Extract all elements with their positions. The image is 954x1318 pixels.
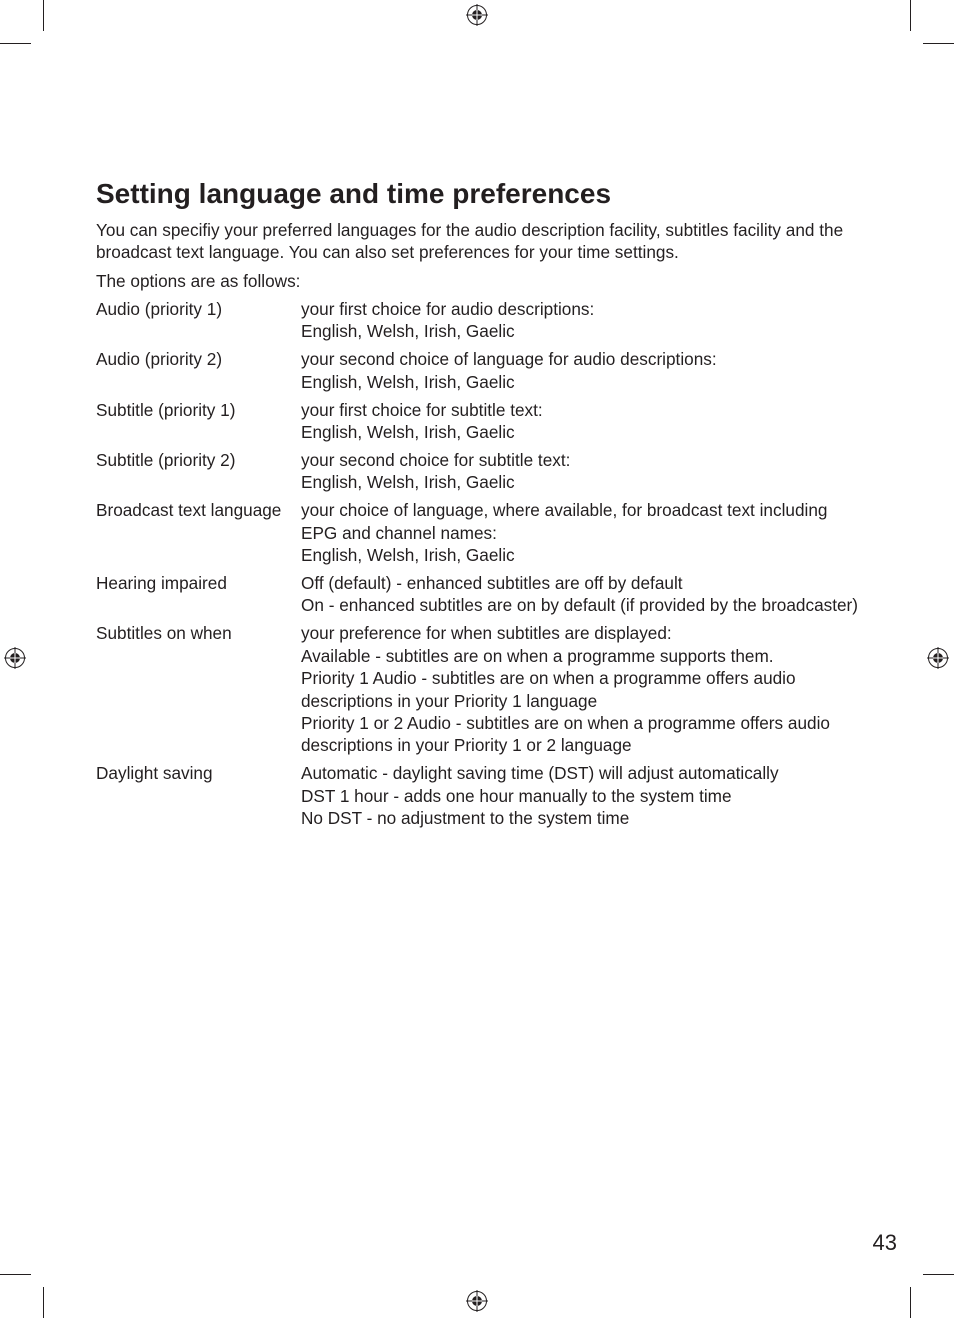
option-description-line: No DST - no adjustment to the system time bbox=[301, 808, 630, 829]
option-label: Subtitle (priority 1) bbox=[96, 399, 236, 420]
option-description bbox=[301, 499, 866, 566]
option-description-line: Priority 1 Audio - subtitles are on when a programme offers audio descriptions in your Priority 1 language bbox=[301, 668, 796, 711]
crop-mark-top-right-v bbox=[910, 0, 911, 31]
option-label: Hearing impaired bbox=[96, 572, 227, 593]
crop-mark-top-right-h bbox=[923, 43, 954, 44]
option-label: Subtitle (priority 2) bbox=[96, 449, 236, 470]
registration-mark-left-icon bbox=[4, 647, 26, 669]
option-description-line: your second choice of language for audio descriptions: bbox=[301, 349, 717, 370]
option-row-subtitle-priority-1 bbox=[96, 399, 866, 444]
option-description-line: English, Welsh, Irish, Gaelic bbox=[301, 545, 515, 566]
option-description-line: your first choice for subtitle text: bbox=[301, 399, 543, 420]
options-table bbox=[96, 298, 866, 835]
crop-mark-bottom-right-h bbox=[923, 1274, 954, 1275]
option-row-daylight-saving bbox=[96, 762, 866, 829]
crop-mark-bottom-right-v bbox=[910, 1287, 911, 1318]
option-row-subtitle-priority-2 bbox=[96, 449, 866, 494]
option-description bbox=[301, 399, 866, 444]
crop-mark-top-left-v bbox=[43, 0, 44, 31]
registration-mark-top-icon bbox=[466, 4, 488, 26]
crop-mark-bottom-left-v bbox=[43, 1287, 44, 1318]
option-description-line: English, Welsh, Irish, Gaelic bbox=[301, 321, 515, 342]
option-description-line: Available - subtitles are on when a programme supports them. bbox=[301, 645, 774, 666]
option-description-line: On - enhanced subtitles are on by default (if provided by the broadcaster) bbox=[301, 595, 859, 616]
option-description bbox=[301, 622, 866, 756]
option-label: Subtitles on when bbox=[96, 623, 232, 644]
option-label: Broadcast text language bbox=[96, 500, 282, 521]
option-description-line: Priority 1 or 2 Audio - subtitles are on when a programme offers audio descriptions in your Priority 1 or 2 language bbox=[301, 712, 830, 756]
crop-mark-bottom-left-h bbox=[0, 1274, 31, 1275]
option-description-line: your first choice for audio descriptions: bbox=[301, 299, 595, 319]
option-description bbox=[301, 298, 866, 343]
option-description-line: English, Welsh, Irish, Gaelic bbox=[301, 422, 515, 443]
option-description-line: your second choice for subtitle text: bbox=[301, 449, 571, 470]
option-row-subtitles-on-when bbox=[96, 622, 866, 756]
option-description bbox=[301, 449, 866, 494]
options-lead: The options are as follows: bbox=[96, 271, 301, 291]
option-row-broadcast-text-language bbox=[96, 499, 866, 566]
option-description-line: your choice of language, where available, for broadcast text including EPG and channel names: bbox=[301, 500, 828, 543]
option-description-line: DST 1 hour - adds one hour manually to the system time bbox=[301, 785, 732, 806]
page-number: 43 bbox=[872, 1230, 897, 1255]
option-row-audio-priority-1 bbox=[96, 298, 866, 343]
registration-mark-bottom-icon bbox=[466, 1290, 488, 1312]
option-description-line: English, Welsh, Irish, Gaelic bbox=[301, 371, 515, 392]
option-description-line: Automatic - daylight saving time (DST) will adjust automatically bbox=[301, 763, 779, 784]
option-label: Audio (priority 1) bbox=[96, 299, 223, 319]
option-label: Audio (priority 2) bbox=[96, 349, 223, 370]
option-description bbox=[301, 762, 866, 829]
page-title: Setting language and time preferences bbox=[96, 178, 612, 209]
option-description-line: your preference for when subtitles are displayed: bbox=[301, 623, 672, 644]
registration-mark-right-icon bbox=[927, 647, 949, 669]
option-description bbox=[301, 572, 866, 617]
option-row-audio-priority-2 bbox=[96, 348, 866, 393]
option-description-line: Off (default) - enhanced subtitles are off by default bbox=[301, 572, 683, 593]
option-description bbox=[301, 348, 866, 393]
crop-mark-top-left-h bbox=[0, 43, 31, 44]
option-label: Daylight saving bbox=[96, 763, 213, 784]
option-description-line: English, Welsh, Irish, Gaelic bbox=[301, 472, 515, 493]
option-row-hearing-impaired bbox=[96, 572, 866, 617]
intro-paragraph: You can specifiy your preferred languages for the audio description facility, subtitles facility and the broadcast text language. You can also set preferences for your time settings. bbox=[96, 220, 844, 263]
